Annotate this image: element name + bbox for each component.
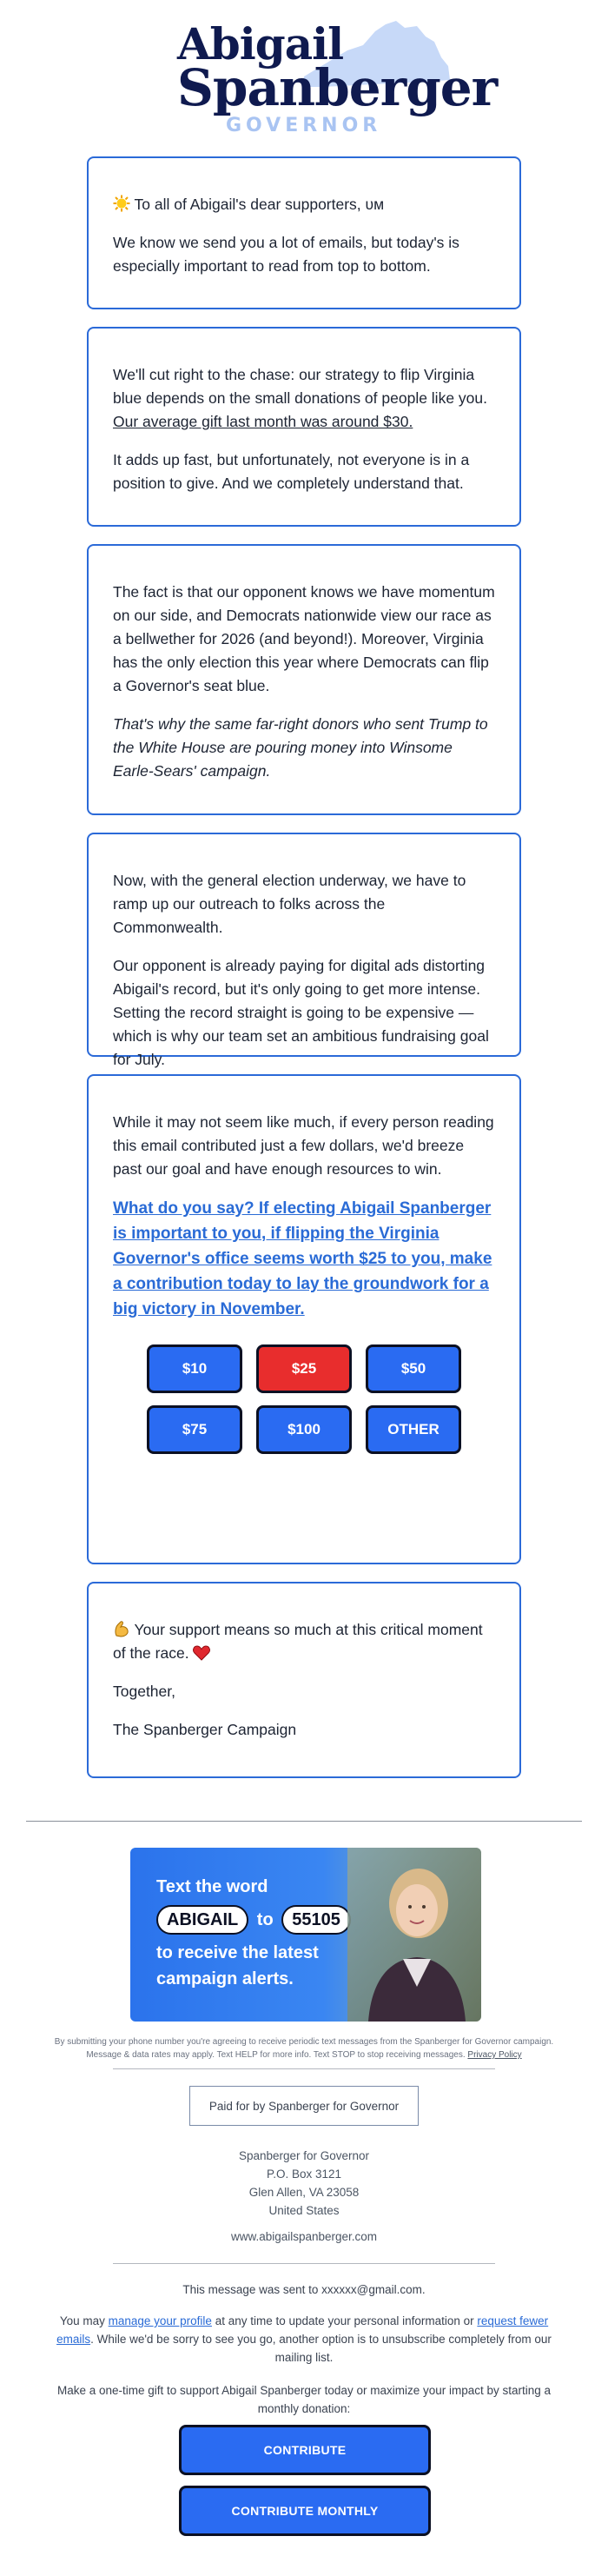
card-1-paragraph: We know we send you a lot of emails, but today's is especially important to read from top to bottom. [113,234,459,275]
greeting-text: To all of Abigail's dear supporters, ᴜᴍ [134,196,385,213]
request-fewer-emails-link[interactable]: request fewer emails [56,2314,549,2346]
banner-to-text: to [256,1910,274,1929]
address-line-4: United States [268,2204,340,2217]
donate-25-button[interactable]: $25 [256,1344,352,1393]
red-heart-emoji-icon [193,1645,210,1661]
manage-post-text: . While we'd be sorry to see you go, another option is to unsubscribe completely from our mailing list. [90,2333,552,2364]
address-line-2: P.O. Box 3121 [266,2168,342,2181]
donate-100-button[interactable]: $100 [256,1405,352,1454]
banner-line-2 [156,1905,351,1935]
card-3-paragraph-1: The fact is that our opponent knows we have momentum on our side, and Democrats nationwide view our race as a bellwether for 2026 (and beyond!). Moreover, Virginia has the only election this year where Democrats can flip a Governor's seat blue. [113,583,495,694]
support-text: Your support means so much at this critical moment of the race. [113,1621,483,1662]
sun-emoji-icon [113,195,130,212]
donate-10-button[interactable]: $10 [147,1344,242,1393]
banner-text [156,1874,351,1992]
contribute-monthly-button[interactable]: CONTRIBUTE MONTHLY [179,2486,431,2536]
donate-50-button[interactable]: $50 [366,1344,461,1393]
banner-line-3: to receive the latest [156,1943,319,1962]
manage-mid-text: at any time to update your personal information or [211,2314,478,2327]
mailing-address [130,2147,478,2220]
address-line-3: Glen Allen, VA 23058 [248,2186,360,2199]
card-2-paragraph-1 [113,363,495,434]
donate-75-button[interactable]: $75 [147,1405,242,1454]
sms-keyword-pill: ABIGAIL [156,1905,248,1935]
flexed-biceps-emoji-icon [113,1620,130,1637]
logo-subtitle: GOVERNOR [226,115,382,136]
contribute-button[interactable]: CONTRIBUTE [179,2425,431,2475]
card-3-paragraph-2: That's why the same far-right donors who sent Trump to the White House are pouring money into Winsome Earle-Sears' campaign. [113,715,488,780]
message-card-5 [87,1074,521,1564]
sent-to-text: This message was sent to xxxxxx@gmail.com. [182,2283,426,2296]
average-gift-text: Our average gift last month was around $30. [113,413,413,430]
card-6-paragraph-1 [113,1618,495,1665]
banner-line-4: campaign alerts. [156,1969,294,1988]
logo-last-name: Spanberger [177,58,498,117]
sms-disclaimer-text: By submitting your phone number you're agreeing to receive periodic text messages from the Spanberger for Governor campaign. Message & data rates may apply. Text HELP for more info. Text STOP to stop receiving messages. [54,2037,554,2060]
card-4-paragraph-1: Now, with the general election underway, we have to ramp up our outreach to folks across the Commonwealth. [113,872,466,936]
contribution-appeal-link[interactable]: What do you say? If electing Abigail Spanberger is important to you, if flipping the Virginia Governor's office seems worth $25 to you, make a contribution today to lay the groundwork for a big victory in November. [113,1199,492,1318]
address-line-1: Spanberger for Governor [238,2149,370,2162]
privacy-policy-link[interactable]: Privacy Policy [467,2050,522,2060]
greeting-line [113,193,495,216]
banner-line-1: Text the word [156,1877,268,1896]
message-card-2 [87,327,521,527]
footer-divider-1 [113,2068,495,2069]
campaign-logo [165,14,498,136]
one-time-gift-text: Make a one-time gift to support Abigail Spanberger today or maximize your impact by starting a monthly donation: [56,2384,552,2415]
donation-amounts [113,1344,495,1480]
section-divider [26,1821,582,1822]
card-5-paragraph: While it may not seem like much, if every person reading this email contributed just a few dollars, we'd breeze past our goal and have enough resources to win. [113,1113,494,1178]
paid-for-box: Paid for by Spanberger for Governor [189,2086,419,2126]
sms-disclaimer [52,2035,556,2061]
manage-preferences-text [52,2312,556,2367]
message-card-1 [87,156,521,309]
manage-profile-link[interactable]: manage your profile [108,2314,212,2327]
sign-off-campaign: The Spanberger Campaign [113,1721,297,1738]
message-card-4 [87,833,521,1068]
footer-divider-2 [113,2263,495,2264]
message-card-3 [87,544,521,815]
sms-number-pill: 55105 [281,1905,351,1935]
website-link[interactable]: www.abigailspanberger.com [230,2230,378,2243]
sign-off-together: Together, [113,1683,175,1700]
card-4-paragraph-2: Our opponent is already paying for digital ads distorting Abigail's record, but it's only going to get more intense. Setting the record straight is going to be expensive — which is why our team set an ambitious fundraising goal for July. [113,957,489,1068]
candidate-photo [347,1848,481,2022]
message-card-6 [87,1582,521,1778]
sms-signup-banner[interactable] [130,1848,481,2022]
card-2-paragraph-2: It adds up fast, but unfortunately, not everyone is in a position to give. And we completely understand that. [113,451,470,492]
donate-other-button[interactable]: OTHER [366,1405,461,1454]
manage-pre-text: You may [59,2314,109,2327]
logo-first-name: Abigail [177,18,344,70]
strategy-text: We'll cut right to the chase: our strategy to flip Virginia blue depends on the small donations of people like you. [113,366,487,407]
